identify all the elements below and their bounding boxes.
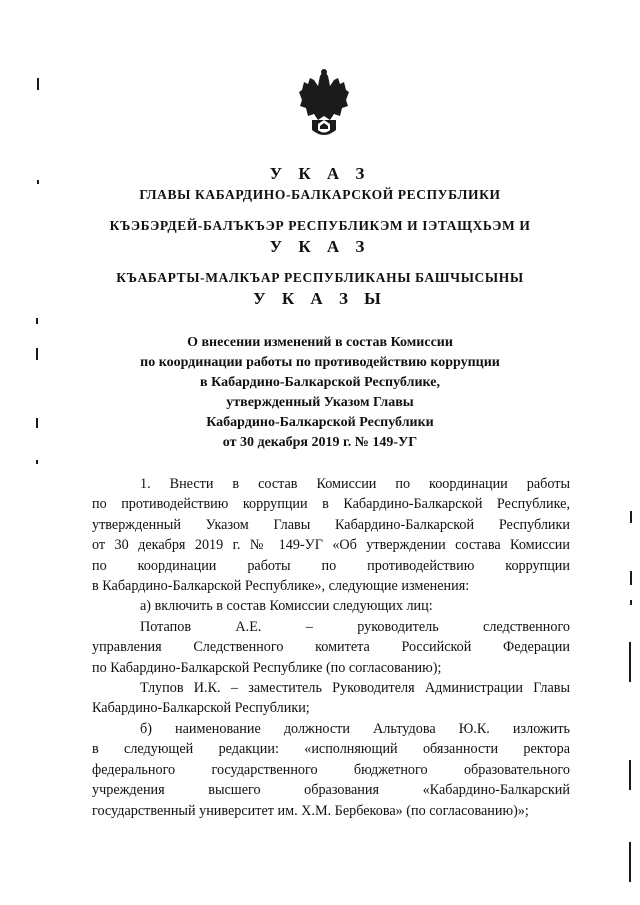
item-b-line: б) наименование должности Альтудова Ю.К. изложить — [140, 720, 570, 737]
item-b-line: учреждения высшего образования «Кабардино-Балкарский — [92, 782, 570, 799]
decree-title: У К А З — [269, 164, 371, 183]
potapov-line: по Кабардино-Балкарской Республике (по согласованию); — [92, 659, 442, 676]
decree-subject — [0, 333, 640, 453]
subject-line: в Кабардино-Балкарской Республике, — [200, 375, 440, 390]
item-a: а) включить в состав Комиссии следующих лиц: — [140, 598, 433, 615]
paragraph-1-line: утвержденный Указом Главы Кабардино-Балкарской Республики — [92, 516, 570, 533]
scan-mark — [36, 348, 38, 360]
scan-mark — [630, 571, 632, 585]
scan-mark — [37, 180, 39, 184]
decree-title-kabardian: У К А З — [269, 237, 371, 256]
subject-line: утвержденный Указом Главы — [226, 395, 414, 410]
scan-mark — [36, 318, 38, 324]
paragraph-1-line: по противодействию коррупции в Кабардино-Балкарской Республике, — [92, 496, 570, 513]
paragraph-1-line: от 30 декабря 2019 г. № 149-УГ «Об утверждении состава Комиссии — [92, 537, 570, 554]
scan-mark — [629, 760, 631, 790]
scan-mark — [630, 600, 632, 605]
item-b-line: в следующей редакции: «исполняющий обязанности ректора — [92, 741, 570, 758]
decree-header — [0, 163, 640, 309]
paragraph-1-line: 1. Внести в состав Комиссии по координации работы — [140, 476, 570, 492]
coat-of-arms-icon — [296, 64, 352, 144]
paragraph-1-line: в Кабардино-Балкарской Республике», следующие изменения: — [92, 578, 470, 595]
head-title-balkar: КЪАБАРТЫ-МАЛКЪАР РЕСПУБЛИКАНЫ БАШЧЫСЫНЫ — [116, 270, 524, 285]
head-title-kabardian: КЪЭБЭРДЕЙ-БАЛЪКЪЭР РЕСПУБЛИКЭМ И ІЭТАЩХЬЭМ И — [109, 218, 531, 233]
head-title: ГЛАВЫ КАБАРДИНО-БАЛКАРСКОЙ РЕСПУБЛИКИ — [139, 187, 501, 202]
paragraph-1-line: по координации работы по противодействию коррупции — [92, 557, 570, 574]
tlupov-line: Тлупов И.К. – заместитель Руководителя Администрации Главы — [140, 680, 570, 697]
subject-line: Кабардино-Балкарской Республики — [206, 415, 434, 430]
scan-mark — [36, 418, 38, 428]
decree-title-balkar: У К А З Ы — [253, 289, 387, 308]
subject-line: по координации работы по противодействию коррупции — [140, 355, 500, 370]
scan-mark — [630, 511, 632, 523]
potapov-line: управления Следственного комитета Российской Федерации — [92, 639, 570, 656]
scan-mark — [629, 842, 631, 882]
scan-mark — [629, 642, 631, 682]
subject-line: от 30 декабря 2019 г. № 149-УГ — [222, 435, 418, 450]
decree-body — [92, 474, 570, 821]
item-b-line: государственный университет им. Х.М. Бербекова» (по согласованию)»; — [92, 802, 529, 819]
tlupov-line: Кабардино-Балкарской Республики; — [92, 700, 310, 717]
item-b-line: федерального государственного бюджетного образовательного — [92, 761, 570, 778]
scan-mark — [37, 78, 39, 90]
scan-mark — [36, 460, 38, 464]
potapov-line: Потапов А.Е. – руководитель следственного — [140, 618, 570, 635]
subject-line: О внесении изменений в состав Комиссии — [187, 335, 453, 350]
